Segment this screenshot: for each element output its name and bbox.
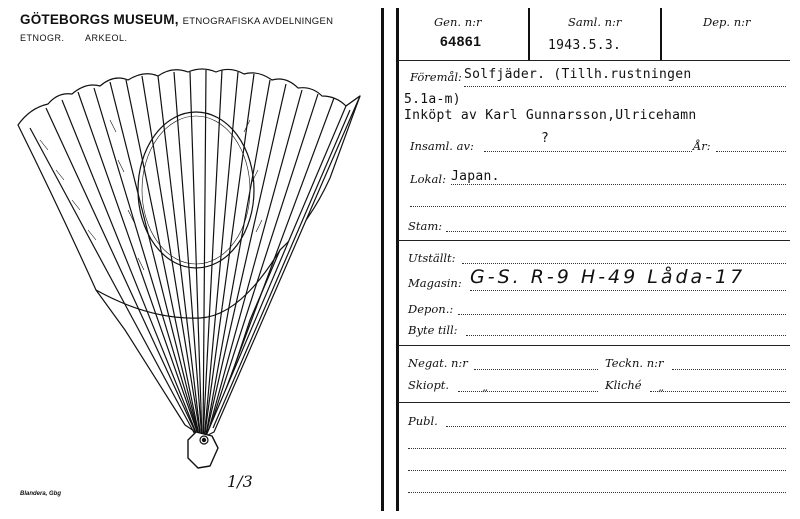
lokal-value: Japan. — [451, 169, 500, 184]
department-name: ETNOGRAFISKA AVDELNINGEN — [182, 16, 334, 27]
kliche-dots — [650, 391, 786, 392]
foremal-dots — [464, 86, 786, 87]
scale-note: 1/3 — [227, 472, 253, 491]
stam-label: Stam: — [408, 219, 443, 233]
lokal-label: Lokal: — [410, 172, 446, 186]
magasin-label: Magasin: — [408, 276, 462, 290]
saml-number: 1943.5.3. — [548, 38, 622, 53]
publ-dots-4 — [408, 492, 786, 493]
top-box-sep-2 — [660, 8, 662, 60]
publ-dots — [446, 426, 786, 427]
museum-name: GÖTEBORGS MUSEUM, — [20, 12, 179, 27]
lokal-dots-2 — [410, 206, 786, 207]
fan-drawing — [0, 0, 395, 519]
depon-label: Depon.: — [408, 302, 454, 316]
magasin-value: G-S. R-9 H-49 Låda-17 — [470, 266, 746, 288]
byte-label: Byte till: — [408, 323, 458, 337]
depon-dots — [458, 314, 786, 315]
teckn-dots — [672, 369, 786, 370]
publ-dots-2 — [408, 448, 786, 449]
foremal-value: Solfjäder. (Tillh.rustningen — [464, 67, 692, 82]
foremal-value-cont: 5.1a-m) — [404, 92, 461, 107]
utstallt-dots — [462, 263, 786, 264]
kliche-label: Kliché — [605, 378, 642, 392]
foremal-label: Föremål: — [410, 70, 462, 84]
skiopt-label: Skiopt. — [408, 378, 450, 392]
utstallt-label: Utställt: — [408, 251, 456, 265]
byte-dots — [466, 335, 786, 336]
inkopt-value: Inköpt av Karl Gunnarsson,Ulricehamn — [404, 108, 697, 123]
section-line-3 — [398, 402, 790, 403]
teckn-label: Teckn. n:r — [605, 356, 664, 370]
kliche-ditto: „ — [658, 380, 664, 394]
skiopt-ditto: „ — [482, 380, 488, 394]
section-line-1 — [398, 240, 790, 241]
ar-dots — [716, 151, 786, 152]
magasin-dots — [470, 290, 786, 291]
insaml-dots — [484, 151, 692, 152]
section-line-2 — [398, 345, 790, 346]
negat-dots — [474, 369, 598, 370]
card-divider-left — [381, 8, 384, 511]
saml-label: Saml. n:r — [568, 15, 622, 29]
publ-dots-3 — [408, 470, 786, 471]
top-box-bottom — [398, 60, 790, 61]
gen-label: Gen. n:r — [434, 15, 482, 29]
insaml-value: ? — [541, 131, 550, 146]
top-box-sep-1 — [528, 8, 530, 60]
dep-label: Dep. n:r — [703, 15, 751, 29]
ar-label: År: — [693, 139, 711, 153]
gen-number: 64861 — [440, 33, 482, 49]
section-arkeol: ARKEOL. — [85, 33, 128, 43]
stam-dots — [446, 231, 786, 232]
publ-label: Publ. — [408, 414, 438, 428]
insaml-label: Insaml. av: — [410, 139, 474, 153]
negat-label: Negat. n:r — [408, 356, 468, 370]
printer-mark: Blandera, Gbg — [20, 491, 62, 497]
section-etnogr: ETNOGR. — [20, 33, 65, 43]
card-divider-right — [396, 8, 399, 511]
skiopt-dots — [458, 391, 598, 392]
lokal-dots — [451, 184, 786, 185]
